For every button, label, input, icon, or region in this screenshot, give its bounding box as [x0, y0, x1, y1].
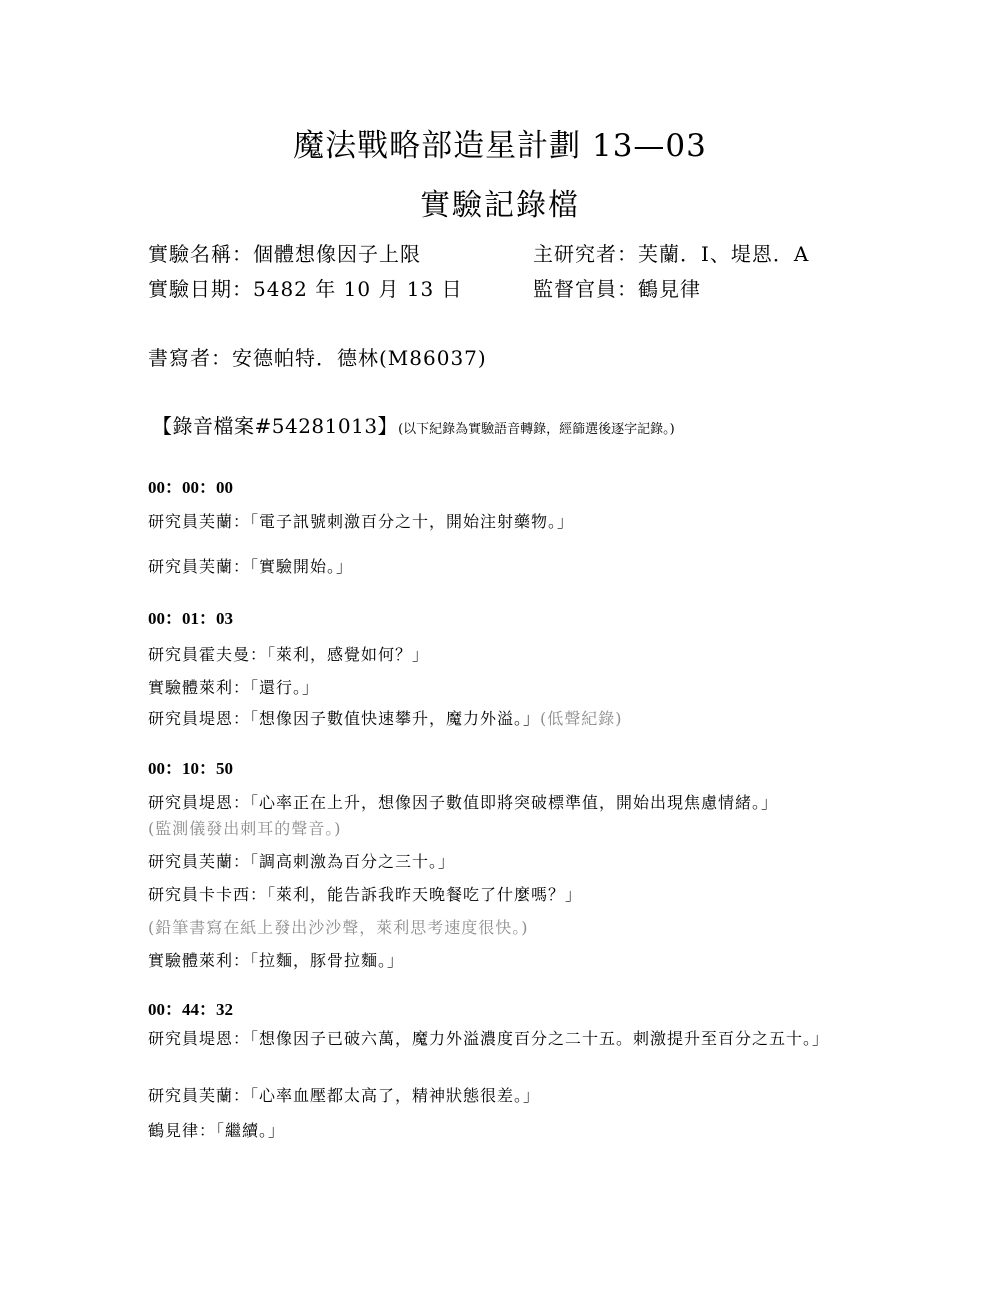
writer: 書寫者：安德帕特．德林(M86037)	[148, 346, 487, 370]
log-line: 研究員芙蘭：「電子訊號刺激百分之十，開始注射藥物。」	[148, 512, 575, 531]
recording-label: 【錄音檔案#54281013】	[152, 414, 399, 438]
recording-header	[152, 410, 675, 439]
experiment-date: 實驗日期：5482 年 10 月 13 日	[148, 277, 463, 301]
timestamp: 00：01：03	[148, 609, 233, 628]
log-line: 研究員堤恩：「想像因子已破六萬，魔力外溢濃度百分之二十五。刺激提升至百分之五十。」	[148, 1029, 830, 1048]
log-line-note: (鉛筆書寫在紙上發出沙沙聲，萊利思考速度很快。)	[148, 918, 529, 937]
log-line	[148, 708, 838, 730]
log-line-text: 研究員堤恩：「想像因子數值快速攀升，魔力外溢。」	[148, 709, 541, 728]
principal-investigator: 主研究者：芙蘭．I、堤恩．A	[533, 242, 810, 266]
log-line: 研究員卡卡西：「萊利，能告訴我昨天晚餐吃了什麼嗎？」	[148, 885, 583, 904]
log-line: 研究員霍夫曼：「萊利，感覺如何？」	[148, 645, 430, 664]
log-line: 研究員芙蘭：「調高刺激為百分之三十。」	[148, 852, 456, 871]
timestamp: 00：44：32	[148, 1000, 233, 1019]
log-line: 鶴見律：「繼續。」	[148, 1121, 286, 1140]
document-subtitle: 實驗記錄檔	[420, 188, 580, 223]
document-title: 魔法戰略部造星計劃 13—03	[293, 128, 707, 164]
log-line: 研究員堤恩：「心率正在上升，想像因子數值即將突破標準值，開始出現焦慮情緒。」	[148, 793, 779, 812]
timestamp: 00：00：00	[148, 478, 233, 497]
log-line: 研究員芙蘭：「心率血壓都太高了，精神狀態很差。」	[148, 1086, 541, 1105]
log-line: 研究員芙蘭：「實驗開始。」	[148, 557, 354, 576]
supervisor: 監督官員：鶴見律	[533, 277, 701, 301]
timestamp: 00：10：50	[148, 759, 233, 778]
recording-note: (以下紀錄為實驗語音轉錄，經篩選後逐字記錄。)	[398, 422, 675, 437]
log-line-note: (監測儀發出刺耳的聲音。)	[148, 819, 342, 838]
log-line: 實驗體萊利：「還行。」	[148, 678, 320, 697]
log-line: 實驗體萊利：「拉麵，豚骨拉麵。」	[148, 951, 405, 970]
experiment-name: 實驗名稱：個體想像因子上限	[148, 242, 421, 266]
log-line-note: (低聲紀錄)	[540, 709, 623, 728]
